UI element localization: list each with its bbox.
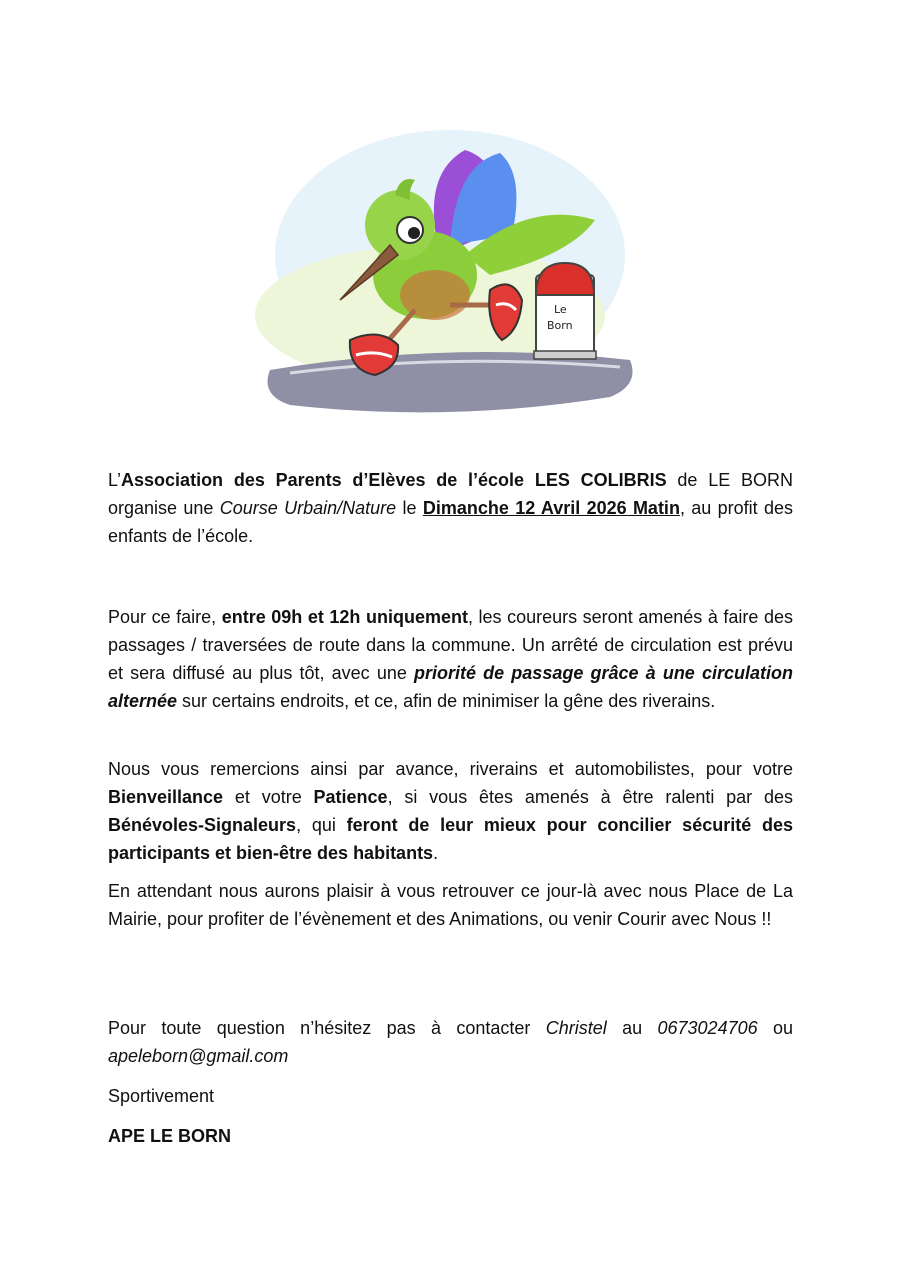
thanks-paragraph: Nous vous remercions ainsi par avance, riverains et automobilistes, pour votre Bienveillance et votre Patience, si vous êtes amenés à être ralenti par des Bénévoles-Signaleurs, qui feront de leur mieux pour concilier sécurité des participants et bien-être des habitants.	[108, 759, 793, 863]
signature: APE LE BORN	[108, 1126, 232, 1146]
svg-text:Le: Le	[554, 303, 567, 316]
salutation: Sportivement	[108, 1086, 215, 1106]
contact-phone[interactable]: 0673024706	[657, 1018, 758, 1038]
contact-paragraph: Pour toute question n’hésitez pas à contacter Christel au 0673024706 ou apeleborn@gmail.com	[108, 1018, 793, 1066]
milestone-icon	[534, 263, 596, 359]
svg-text:Born: Born	[547, 319, 573, 332]
invitation-paragraph: En attendant nous aurons plaisir à vous retrouver ce jour-là avec nous Place de La Mairie, pour profiter de l’évènement et des Animations, ou venir Courir avec Nous !!	[108, 881, 793, 929]
schedule-paragraph: Pour ce faire, entre 09h et 12h uniquement, les coureurs seront amenés à faire des passages / traversées de route dans la commune. Un arrêté de circulation est prévu et sera diffusé au plus tôt, avec une priorité de passage grâce à une circulation alternée sur certains endroits, et ce, afin de minimiser la gêne des riverains.	[108, 607, 793, 711]
contact-name: Christel	[545, 1018, 607, 1038]
contact-email[interactable]: apeleborn@gmail.com	[108, 1046, 289, 1066]
intro-paragraph: L’Association des Parents d’Elèves de l’école LES COLIBRIS de LE BORN organise une Course Urbain/Nature le Dimanche 12 Avril 2026 Matin, au profit des enfants de l’école.	[108, 470, 794, 546]
hummingbird-runner-icon	[250, 105, 650, 425]
